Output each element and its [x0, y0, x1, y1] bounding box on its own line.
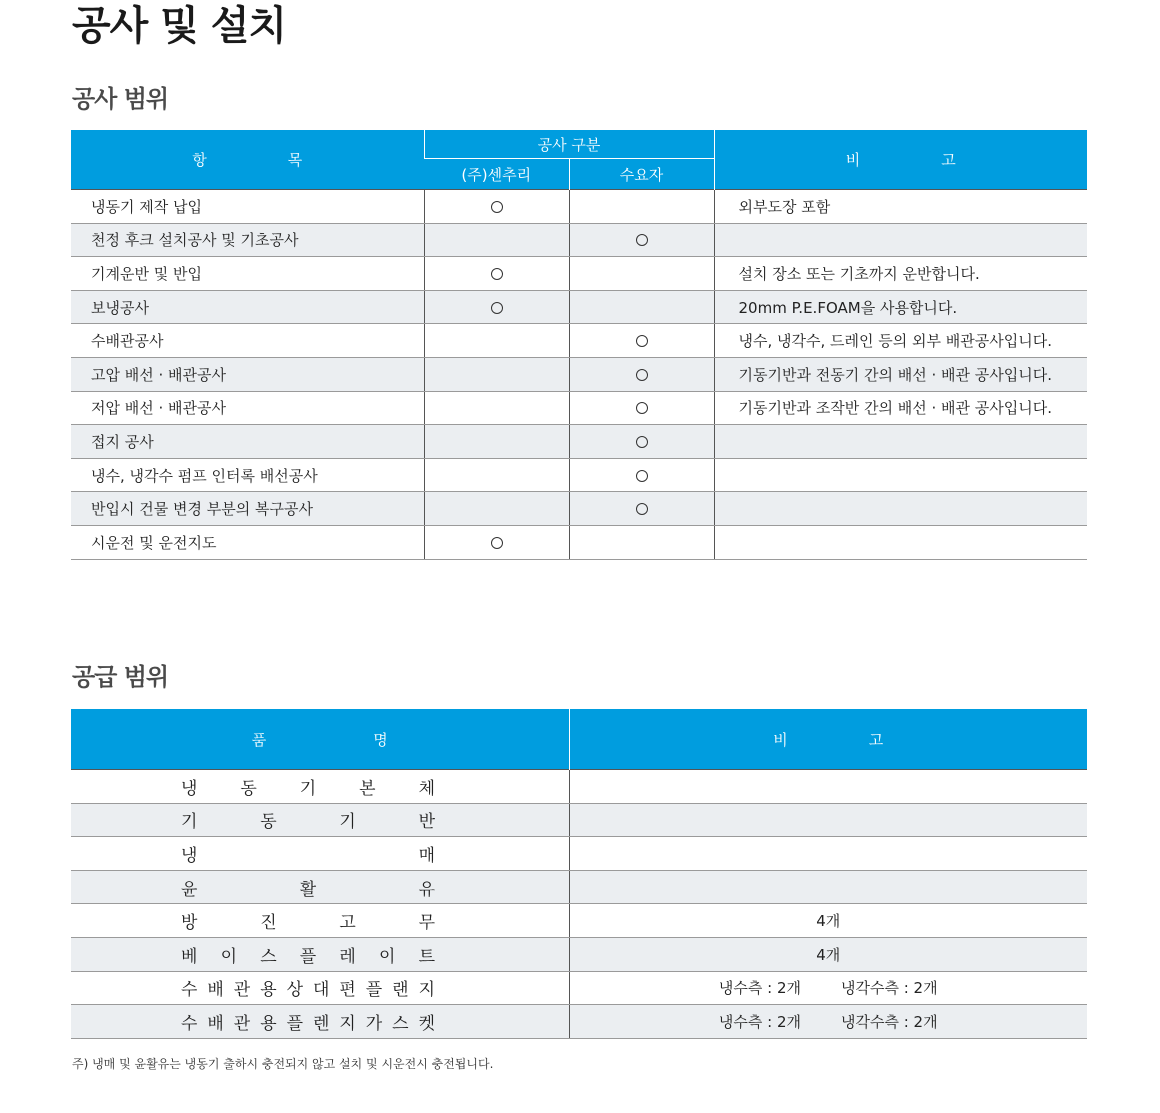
- row-note-b: 냉각수측 : 2개: [841, 1012, 938, 1031]
- row-company-mark: [424, 391, 569, 425]
- row-item: 고압 배선 · 배관공사: [71, 357, 424, 391]
- table-row: [71, 803, 1087, 837]
- table-row: [71, 257, 1087, 291]
- row-note-a: 냉수측 : 2개: [718, 1012, 801, 1031]
- header-supply-note: 비 고: [569, 709, 1087, 770]
- row-customer-mark: [569, 223, 714, 257]
- table-row: [71, 904, 1087, 938]
- row-item: 냉수, 냉각수 펌프 인터록 배선공사: [71, 458, 424, 492]
- row-supply-note: [569, 971, 1087, 1005]
- row-supply-note: [569, 904, 1087, 938]
- row-item: 시운전 및 운전지도: [71, 525, 424, 559]
- row-name-text: 기 동 기 반: [181, 812, 435, 833]
- circle-mark-icon: [636, 335, 648, 347]
- row-name: [71, 971, 569, 1005]
- row-name: [71, 803, 569, 837]
- footnote: 주) 냉매 및 윤활유는 냉동기 출하시 충전되지 않고 설치 및 시운전시 충전됩니다.: [72, 1057, 494, 1071]
- circle-mark-icon: [491, 268, 503, 280]
- header-name: 품 명: [71, 709, 569, 770]
- work-scope-title: 공사 범위: [72, 85, 169, 113]
- row-item: 보냉공사: [71, 290, 424, 324]
- row-customer-mark: [569, 391, 714, 425]
- row-supply-note: [569, 937, 1087, 971]
- table-row: [71, 357, 1087, 391]
- table-row: [71, 971, 1087, 1005]
- row-customer-mark: [569, 492, 714, 526]
- row-item: 천정 후크 설치공사 및 기초공사: [71, 223, 424, 257]
- table-row: [71, 870, 1087, 904]
- header-company: (주)센추리: [424, 159, 569, 190]
- row-company-mark: [424, 492, 569, 526]
- row-customer-mark: [569, 190, 714, 224]
- row-note: 냉수, 냉각수, 드레인 등의 외부 배관공사입니다.: [714, 324, 1087, 358]
- row-name-text: 수 배 관 용 플 렌 지 가 스 켓: [181, 1013, 435, 1034]
- table-row: [71, 425, 1087, 459]
- circle-mark-icon: [636, 503, 648, 515]
- row-note-b: 냉각수측 : 2개: [841, 979, 938, 998]
- table-row: [71, 937, 1087, 971]
- row-name-text: 베 이 스 플 레 이 트: [181, 946, 435, 967]
- row-note: 20mm P.E.FOAM을 사용합니다.: [714, 290, 1087, 324]
- row-supply-note: [569, 770, 1087, 804]
- circle-mark-icon: [636, 436, 648, 448]
- row-name: [71, 770, 569, 804]
- row-supply-note: [569, 837, 1087, 871]
- row-note: 기동기반과 전동기 간의 배선 · 배관 공사입니다.: [714, 357, 1087, 391]
- row-item: 접지 공사: [71, 425, 424, 459]
- row-customer-mark: [569, 425, 714, 459]
- header-note: 비 고: [714, 130, 1087, 190]
- row-note-a: 4개: [816, 945, 841, 964]
- row-note: 기동기반과 조작반 간의 배선 · 배관 공사입니다.: [714, 391, 1087, 425]
- row-customer-mark: [569, 357, 714, 391]
- circle-mark-icon: [636, 470, 648, 482]
- supply-scope-title: 공급 범위: [72, 663, 169, 691]
- table-row: [71, 492, 1087, 526]
- table-row: [71, 190, 1087, 224]
- row-company-mark: [424, 525, 569, 559]
- row-customer-mark: [569, 290, 714, 324]
- row-company-mark: [424, 290, 569, 324]
- row-name: [71, 837, 569, 871]
- table-row: [71, 324, 1087, 358]
- row-name-text: 냉 매: [181, 845, 435, 866]
- circle-mark-icon: [491, 201, 503, 213]
- header-item: 항 목: [71, 130, 424, 190]
- work-scope-table: [71, 130, 1087, 560]
- row-item: 수배관공사: [71, 324, 424, 358]
- circle-mark-icon: [636, 402, 648, 414]
- row-note: [714, 458, 1087, 492]
- header-customer: 수요자: [569, 159, 714, 190]
- row-name-text: 방 진 고 무: [181, 913, 435, 934]
- circle-mark-icon: [491, 537, 503, 549]
- row-note-a: 냉수측 : 2개: [718, 979, 801, 998]
- row-note: 외부도장 포함: [714, 190, 1087, 224]
- row-name: [71, 1005, 569, 1039]
- row-note: 설치 장소 또는 기초까지 운반합니다.: [714, 257, 1087, 291]
- row-customer-mark: [569, 525, 714, 559]
- row-company-mark: [424, 357, 569, 391]
- table-row: [71, 525, 1087, 559]
- row-supply-note: [569, 870, 1087, 904]
- row-name: [71, 937, 569, 971]
- circle-mark-icon: [491, 302, 503, 314]
- row-customer-mark: [569, 324, 714, 358]
- row-company-mark: [424, 458, 569, 492]
- row-note: [714, 492, 1087, 526]
- row-note: [714, 223, 1087, 257]
- table-row: [71, 837, 1087, 871]
- supply-scope-table: [71, 709, 1087, 1039]
- row-name-text: 수 배 관 용 상 대 편 플 랜 지: [181, 980, 435, 1001]
- table-row: [71, 770, 1087, 804]
- circle-mark-icon: [636, 234, 648, 246]
- row-supply-note: [569, 1005, 1087, 1039]
- row-company-mark: [424, 425, 569, 459]
- table-row: [71, 290, 1087, 324]
- row-company-mark: [424, 257, 569, 291]
- row-item: 냉동기 제작 납입: [71, 190, 424, 224]
- table-row: [71, 458, 1087, 492]
- row-supply-note: [569, 803, 1087, 837]
- row-name-text: 냉 동 기 본 체: [181, 778, 435, 799]
- row-company-mark: [424, 190, 569, 224]
- row-name-text: 윤 활 유: [181, 879, 435, 900]
- table-row: [71, 1005, 1087, 1039]
- row-item: 반입시 건물 변경 부분의 복구공사: [71, 492, 424, 526]
- table-row: [71, 223, 1087, 257]
- header-division: 공사 구분: [424, 130, 714, 159]
- row-note: [714, 525, 1087, 559]
- row-note: [714, 425, 1087, 459]
- circle-mark-icon: [636, 369, 648, 381]
- row-customer-mark: [569, 458, 714, 492]
- row-name: [71, 904, 569, 938]
- row-item: 기계운반 및 반입: [71, 257, 424, 291]
- row-company-mark: [424, 223, 569, 257]
- page-title: 공사 및 설치: [72, 3, 287, 49]
- row-name: [71, 870, 569, 904]
- row-customer-mark: [569, 257, 714, 291]
- row-item: 저압 배선 · 배관공사: [71, 391, 424, 425]
- row-note-a: 4개: [816, 912, 841, 931]
- row-company-mark: [424, 324, 569, 358]
- table-row: [71, 391, 1087, 425]
